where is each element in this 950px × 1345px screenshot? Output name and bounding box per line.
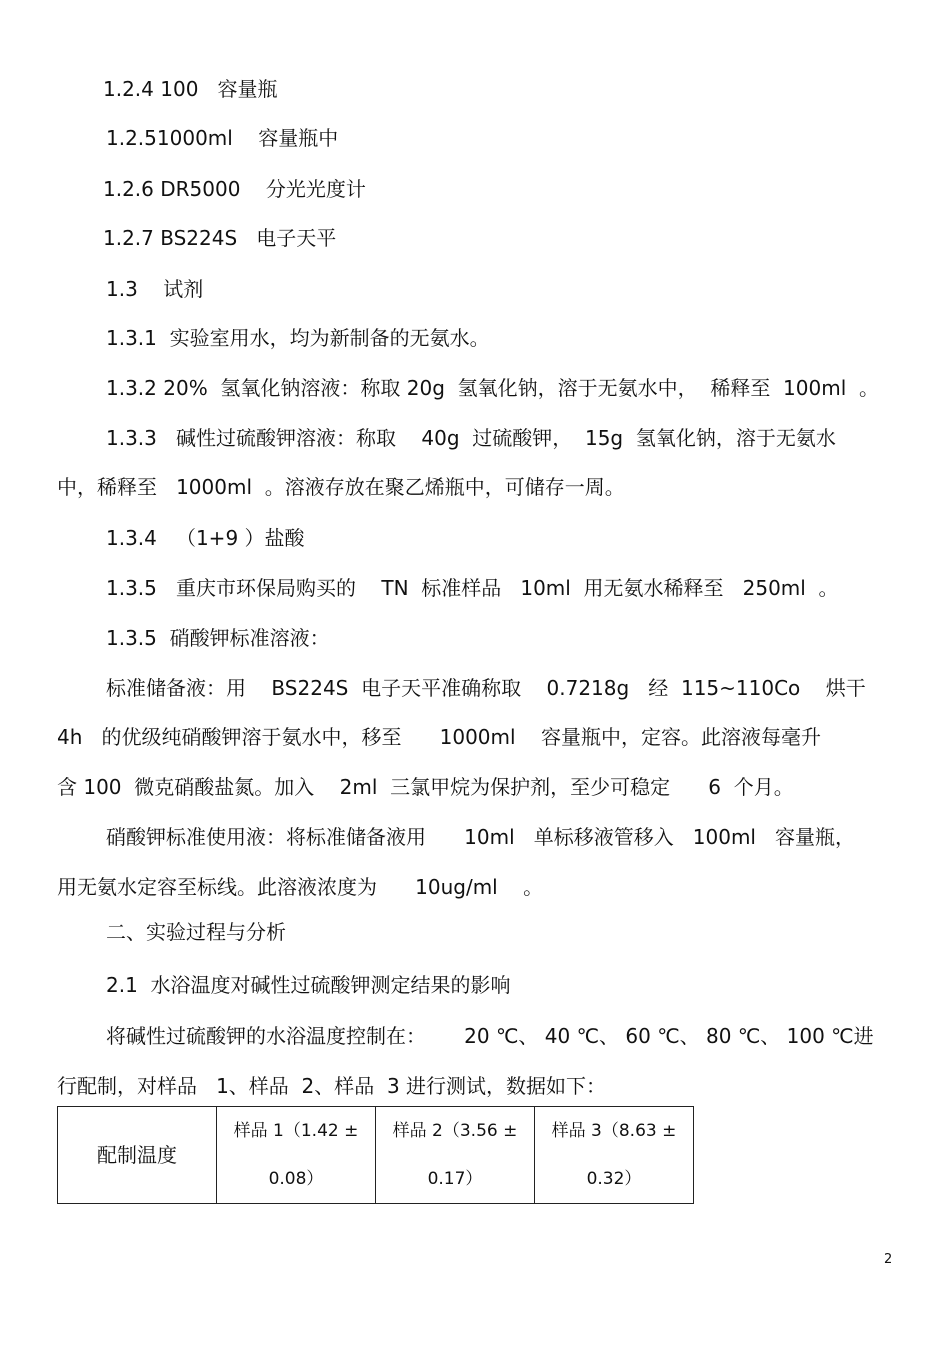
text-line-8: 1.3.3 碱性过硫酸钾溶液：称取 40g 过硫酸钾， 15g 氢氧化钠，溶于无氨水 [106,426,836,450]
text-line-15: 含 100 微克硝酸盐氮。加入 2ml 三氯甲烷为保护剂，至少可稳定 6 个月。 [57,775,794,799]
text-line-3: 1.2.6 DR5000 分光光度计 [103,177,366,201]
text-line-2: 1.2.51000ml 容量瓶中 [106,126,339,150]
table-header-label: 配制温度 [97,1143,177,1167]
text-line-14: 4h 的优级纯硝酸钾溶于氨水中，移至 1000ml 容量瓶中，定容。此溶液每毫升 [57,725,821,749]
text-line-20: 将碱性过硫酸钾的水浴温度控制在： 20 ℃、 40 ℃、 60 ℃、 80 ℃、 100 ℃进 [106,1024,874,1048]
text-line-21: 行配制，对样品 1、样品 2、样品 3 进行测试，数据如下： [57,1074,607,1098]
data-table [57,1106,694,1204]
text-line-17: 用无氨水定容至标线。此溶液浓度为 10ug/ml 。 [57,875,544,899]
sample-1-label-line2: 0.08） [268,1169,324,1189]
section-heading-experiment: 二、实验过程与分析 [106,920,286,944]
text-line-6: 1.3.1 实验室用水，均为新制备的无氨水。 [106,326,490,350]
table-row [58,1107,694,1204]
section-heading-reagents: 1.3 试剂 [106,277,204,301]
text-line-7: 1.3.2 20% 氢氧化钠溶液：称取 20g 氢氧化钠，溶于无氨水中， 稀释至 100ml 。 [106,376,879,400]
table-sample-cell [217,1107,376,1204]
sample-2-label-line2: 0.17） [427,1169,483,1189]
sample-2-label-line1: 样品 2（3.56 ± [392,1121,518,1141]
sample-3-label-line1: 样品 3（8.63 ± [551,1121,677,1141]
text-line-13: 标准储备液：用 BS224S 电子天平准确称取 0.7218g 经 115~110Co 烘干 [106,676,866,700]
text-line-9: 中，稀释至 1000ml 。溶液存放在聚乙烯瓶中，可储存一周。 [57,475,625,499]
table-sample-cell [376,1107,535,1204]
text-line-10: 1.3.4 （1+9 ）盐酸 [106,526,305,550]
text-line-12: 1.3.5 硝酸钾标准溶液： [106,626,330,650]
text-line-16: 硝酸钾标准使用液：将标准储备液用 10ml 单标移液管移入 100ml 容量瓶， [106,825,856,849]
text-line-4: 1.2.7 BS224S 电子天平 [103,226,337,250]
subsection-heading: 2.1 水浴温度对碱性过硫酸钾测定结果的影响 [106,973,511,997]
page-number: 2 [884,1252,893,1267]
sample-3-label-line2: 0.32） [586,1169,642,1189]
text-line-11: 1.3.5 重庆市环保局购买的 TN 标准样品 10ml 用无氨水稀释至 250ml 。 [106,576,839,600]
sample-1-label-line1: 样品 1（1.42 ± [233,1121,359,1141]
table-sample-cell [535,1107,694,1204]
text-line-1: 1.2.4 100 容量瓶 [103,77,278,101]
table-header-cell [58,1107,217,1204]
